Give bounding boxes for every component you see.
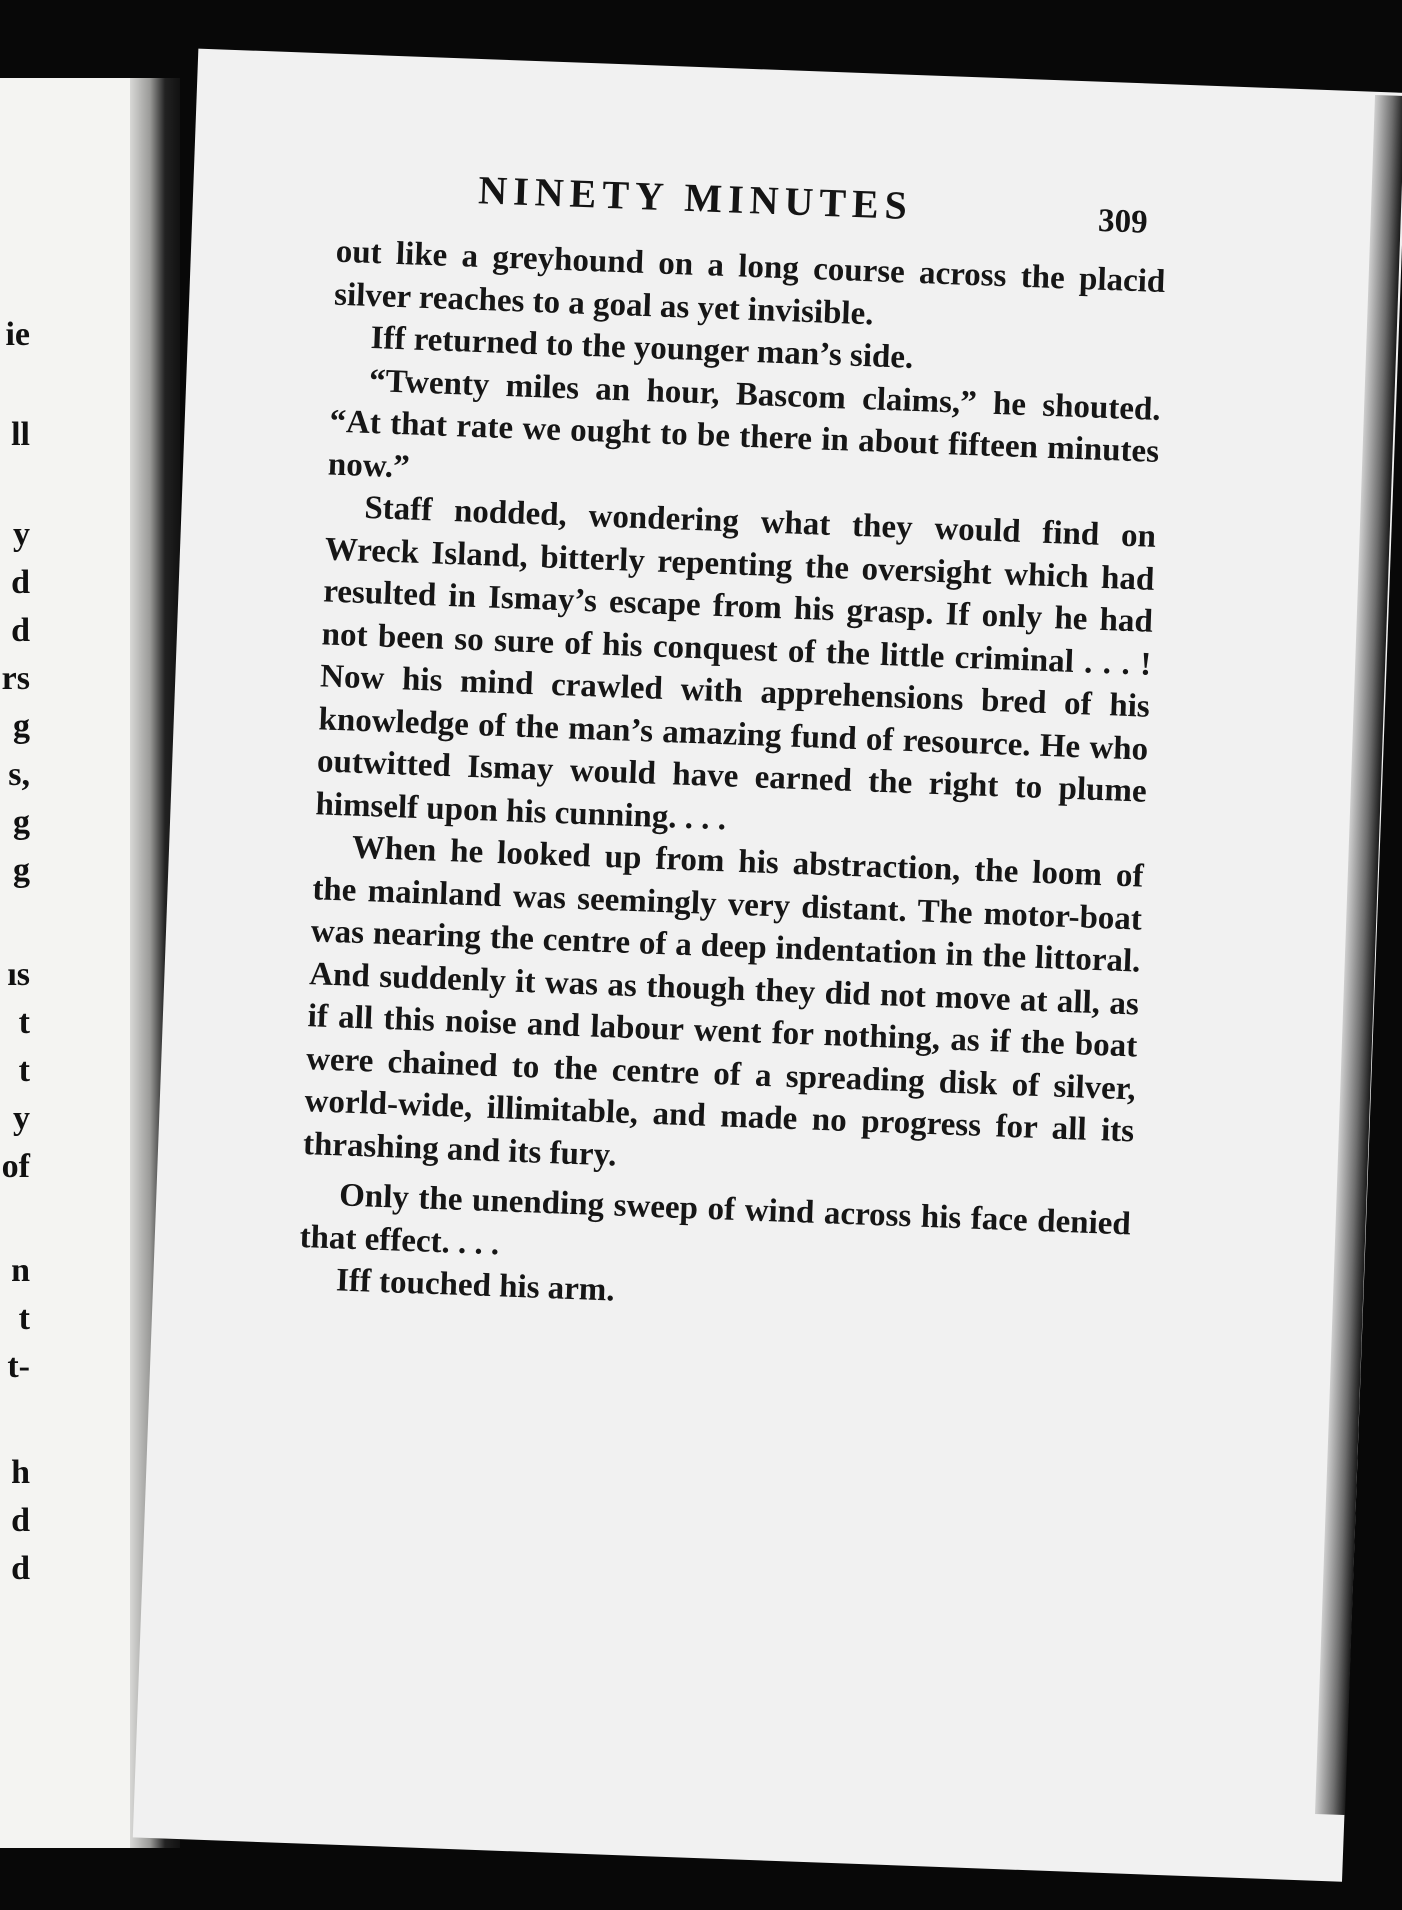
left-line-fragment: d xyxy=(11,564,30,601)
left-line-fragment: g xyxy=(13,708,30,745)
left-line-fragment: n xyxy=(11,1252,30,1289)
left-line-fragment: t xyxy=(18,1004,30,1041)
left-line-fragment: t xyxy=(18,1052,30,1089)
body-text xyxy=(297,231,1166,1331)
left-line-fragment: g xyxy=(13,804,30,841)
left-line-fragment: t- xyxy=(7,1348,30,1385)
paragraph: Iff returned to the younger man’s side. xyxy=(370,320,914,376)
left-line-fragment: s, xyxy=(8,756,30,793)
left-line-fragment: rs xyxy=(1,660,30,697)
paragraph: When he looked up from his abstraction, the loom of the mainland was seemingly very distant. The motor-boat was nearing the centre of a deep indentation in the littoral. And suddenly it was as though they did not move at all, as if all this noise and labour went for nothing, as if the boat were chained to the centre of a spreading disk of silver, world-wide, illimitable, and made no progress for all its thrashing and its fury. xyxy=(302,829,1145,1174)
left-line-fragment: d xyxy=(11,1550,30,1587)
left-line-fragment: y xyxy=(13,516,30,553)
left-line-fragment: d xyxy=(11,612,30,649)
running-title: NINETY MINUTES xyxy=(477,167,914,229)
left-line-fragment: ll xyxy=(11,416,30,453)
left-line-fragment: y xyxy=(13,1100,30,1137)
paragraph: “Twenty miles an hour, Bascom claims,” he shouted. “At that rate we ought to be there in about fifteen minutes now.” xyxy=(327,362,1162,486)
left-line-fragment: of xyxy=(1,1148,30,1185)
paragraph: Only the unending sweep of wind across his face denied that effect. . . . xyxy=(299,1177,1132,1262)
paragraph: out like a greyhound on a long course across the placid silver reaches to a goal as yet invisible. xyxy=(333,233,1166,332)
left-line-fragment: g xyxy=(13,852,30,889)
left-line-fragment: h xyxy=(11,1454,30,1491)
paragraph: Iff touched his arm. xyxy=(335,1262,616,1309)
left-line-fragment: ie xyxy=(5,316,30,353)
left-line-fragment: t xyxy=(18,1300,30,1337)
left-line-fragment: d xyxy=(11,1502,30,1539)
paragraph: Staff nodded, wondering what they would find on Wreck Island, bitterly repenting the oversight which had resulted in Ismay’s escape from his grasp. If only he had not been so sure of his conquest of the little criminal . . . ! Now his mind crawled with apprehensions bred of his knowledge of the man’s amazing fund of resource. He who outwitted Ismay would have earned the right to plume himself upon his cunning. . . . xyxy=(314,489,1157,837)
page-number: 309 xyxy=(1097,202,1149,241)
left-line-fragment: ıs xyxy=(7,956,30,993)
